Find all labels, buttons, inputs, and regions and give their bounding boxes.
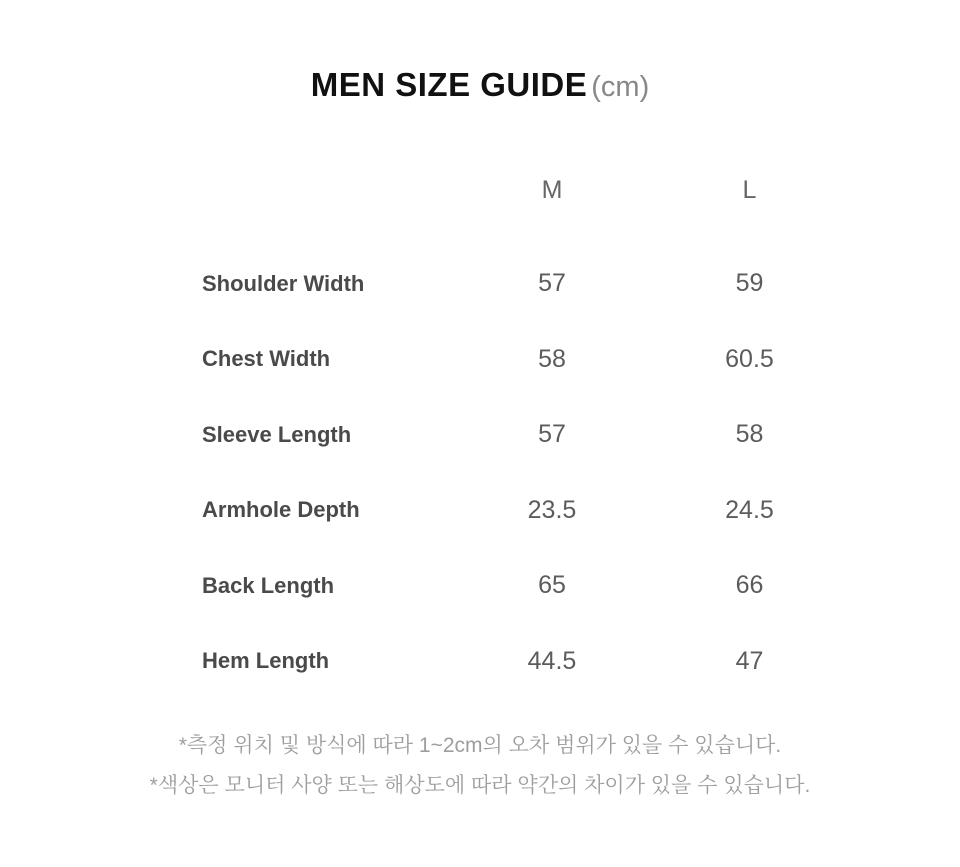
row-label-back-length: Back Length	[202, 572, 335, 598]
row-label-hem-length: Hem Length	[202, 648, 330, 674]
table-row	[202, 322, 852, 398]
cell-back-length-l: 66	[735, 571, 764, 600]
page-title-unit: (cm)	[591, 71, 650, 103]
cell-hem-length-m: 44.5	[527, 646, 577, 675]
cell-back-length-m: 65	[538, 571, 566, 600]
cell-armhole-depth-m: 23.5	[527, 495, 577, 524]
table-row	[202, 548, 852, 624]
cell-chest-width-m: 58	[538, 344, 566, 373]
row-label-sleeve-length: Sleeve Length	[202, 421, 352, 447]
table-row	[202, 624, 852, 700]
cell-shoulder-width-l: 59	[735, 269, 764, 298]
cell-sleeve-length-m: 57	[538, 420, 566, 449]
note-measurement-tolerance: *측정 위치 및 방식에 따라 1~2cm의 오차 범위가 있을 수 있습니다.	[178, 734, 782, 757]
row-label-armhole-depth: Armhole Depth	[202, 497, 360, 523]
table-row	[202, 246, 852, 322]
cell-shoulder-width-m: 57	[538, 269, 566, 298]
column-header-l: L	[742, 175, 757, 204]
row-label-chest-width: Chest Width	[202, 346, 331, 372]
table-body	[202, 246, 852, 699]
page-title	[0, 66, 960, 104]
table-row	[202, 473, 852, 549]
cell-armhole-depth-l: 24.5	[725, 495, 774, 524]
footer-notes	[0, 726, 960, 806]
table-header-row	[202, 172, 852, 208]
row-label-shoulder-width: Shoulder Width	[202, 270, 365, 296]
cell-chest-width-l: 60.5	[725, 344, 774, 373]
cell-hem-length-l: 47	[735, 646, 764, 675]
page-title-text: MEN SIZE GUIDE	[310, 66, 588, 103]
cell-sleeve-length-l: 58	[735, 420, 764, 449]
column-header-m: M	[541, 175, 563, 204]
table-row	[202, 397, 852, 473]
note-color-difference: *색상은 모니터 사양 또는 해상도에 따라 약간의 차이가 있을 수 있습니다.	[149, 774, 811, 797]
